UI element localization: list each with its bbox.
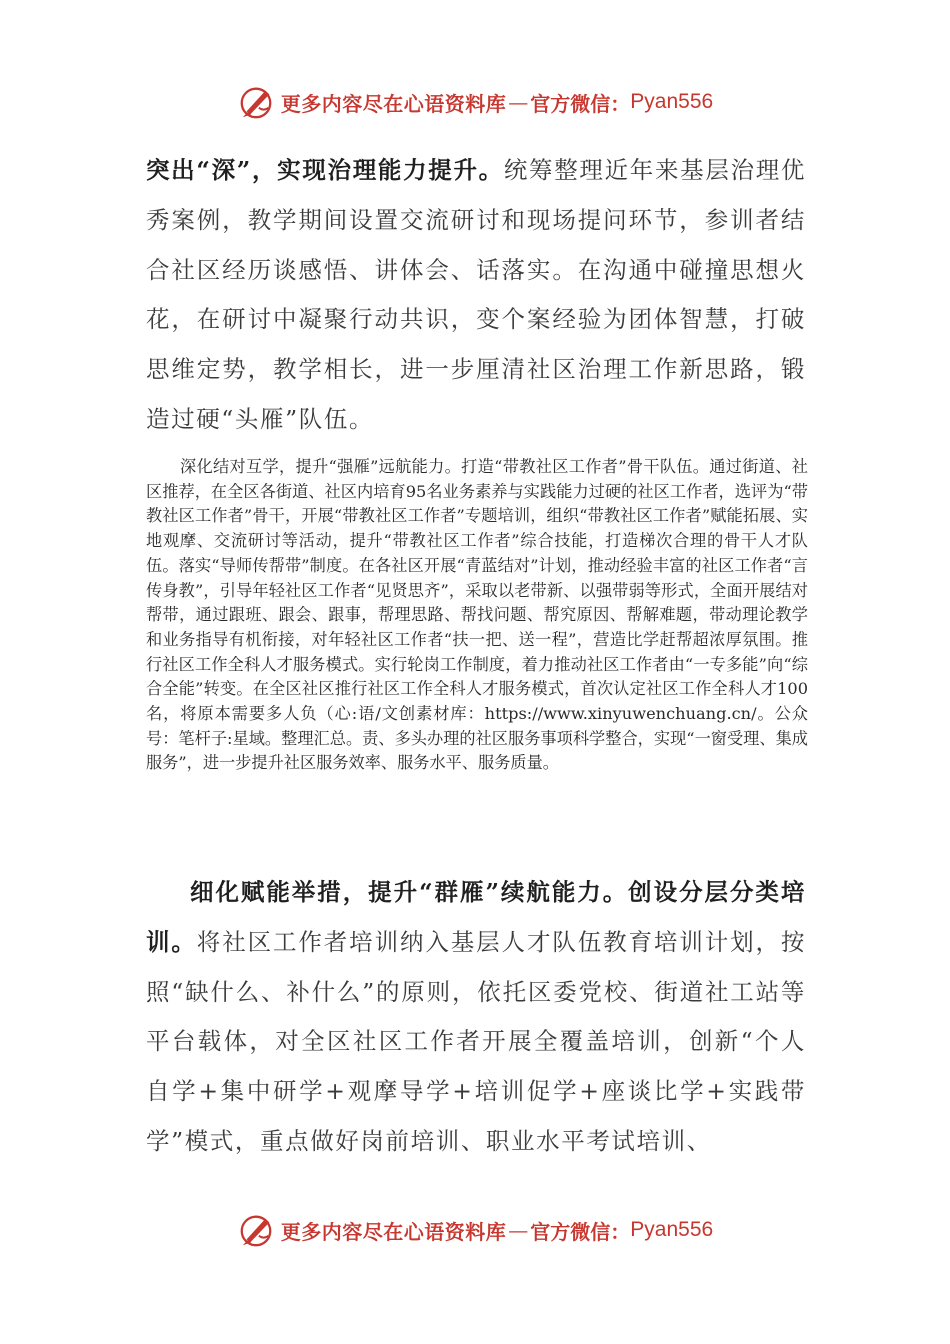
banner-separator: — — [508, 1218, 529, 1242]
banner-wechat-label: 官方微信： — [530, 1219, 631, 1244]
paragraph-3 — [146, 868, 806, 1167]
paragraph-2: 深化结对互学，提升“强雁”远航能力。打造“带教社区工作者”骨干队伍。通过街道、社区推荐，在全区各街道、社区内培育95名业务素养与实践能力过硬的社区工作者，选评为“带教社区工作者”骨干，开展“带教社区工作者”专题培训，组织“带教社区工作者”赋能拓展、实地观摩、交流研讨等活动，提升“带教社区工作者”综合技能，打造梯次合理的骨干人才队伍。落实“导师传帮带”制度。在各社区开展“青蓝结对”计划，推动经验丰富的社区工作者“言传身教”，引导年轻社区工作者“见贤思齐”，采取以老带新、以强带弱等形式，全面开展结对帮带，通过跟班、跟会、跟事，帮理思路、帮找问题、帮究原因、帮解难题，带动理论教学和业务指导有机衔接，对年轻社区工作者“扶一把、送一程”，营造比学赶帮超浓厚氛围。推行社区工作全科人才服务模式。实行轮岗工作制度，着力推动社区工作者由“一专多能”向“综合全能”转变。在全区社区推行社区工作全科人才服务模式，首次认定社区工作全科人才100名，将原本需要多人负（心:语/文创素材库：https://www.xinyuwenchuang.cn/。公众号：笔杆子:星域。整理汇总。责、多头办理的社区服务事项科学整合，实现“一窗受理、集成服务”，进一步提升社区服务效率、服务水平、服务质量。 — [146, 457, 808, 773]
paragraph-1 — [146, 146, 806, 445]
paragraph-3-heading: 细化赋能举措，提升“群雁”续航能力。创设分层分类培训。 — [146, 878, 806, 956]
banner-wechat-id: Pyan556 — [630, 1218, 714, 1241]
banner-separator: — — [508, 90, 529, 114]
banner-wechat-id: Pyan556 — [630, 90, 714, 113]
pen-logo-icon — [237, 83, 275, 121]
banner-text: 更多内容尽在心语资料库 — [280, 1219, 507, 1244]
paragraph-1-body: 统筹整理近年来基层治理优秀案例，教学期间设置交流研讨和现场提问环节，参训者结合社区经历谈感悟、讲体会、话落实。在沟通中碰撞思想火花，在研讨中凝聚行动共识，变个案经验为团体智慧，打破思维定势，教学相长，进一步厘清社区治理工作新思路，锻造过硬“头雁”队伍。 — [146, 156, 806, 433]
banner-text: 更多内容尽在心语资料库 — [280, 91, 507, 116]
paragraph-1-heading: 突出“深”，实现治理能力提升。 — [146, 156, 504, 184]
pen-logo-icon — [237, 1211, 275, 1249]
header-banner — [0, 82, 950, 122]
paragraph-3-body: 将社区工作者培训纳入基层人才队伍教育培训计划，按照“缺什么、补什么”的原则，依托区委党校、街道社工站等平台载体，对全区社区工作者开展全覆盖培训，创新“个人自学+集中研学+观摩导学+培训促学+座谈比学+实践带学”模式，重点做好岗前培训、职业水平考试培训、 — [146, 927, 806, 1155]
footer-banner — [0, 1210, 950, 1250]
banner-wechat-label: 官方微信： — [530, 91, 631, 116]
